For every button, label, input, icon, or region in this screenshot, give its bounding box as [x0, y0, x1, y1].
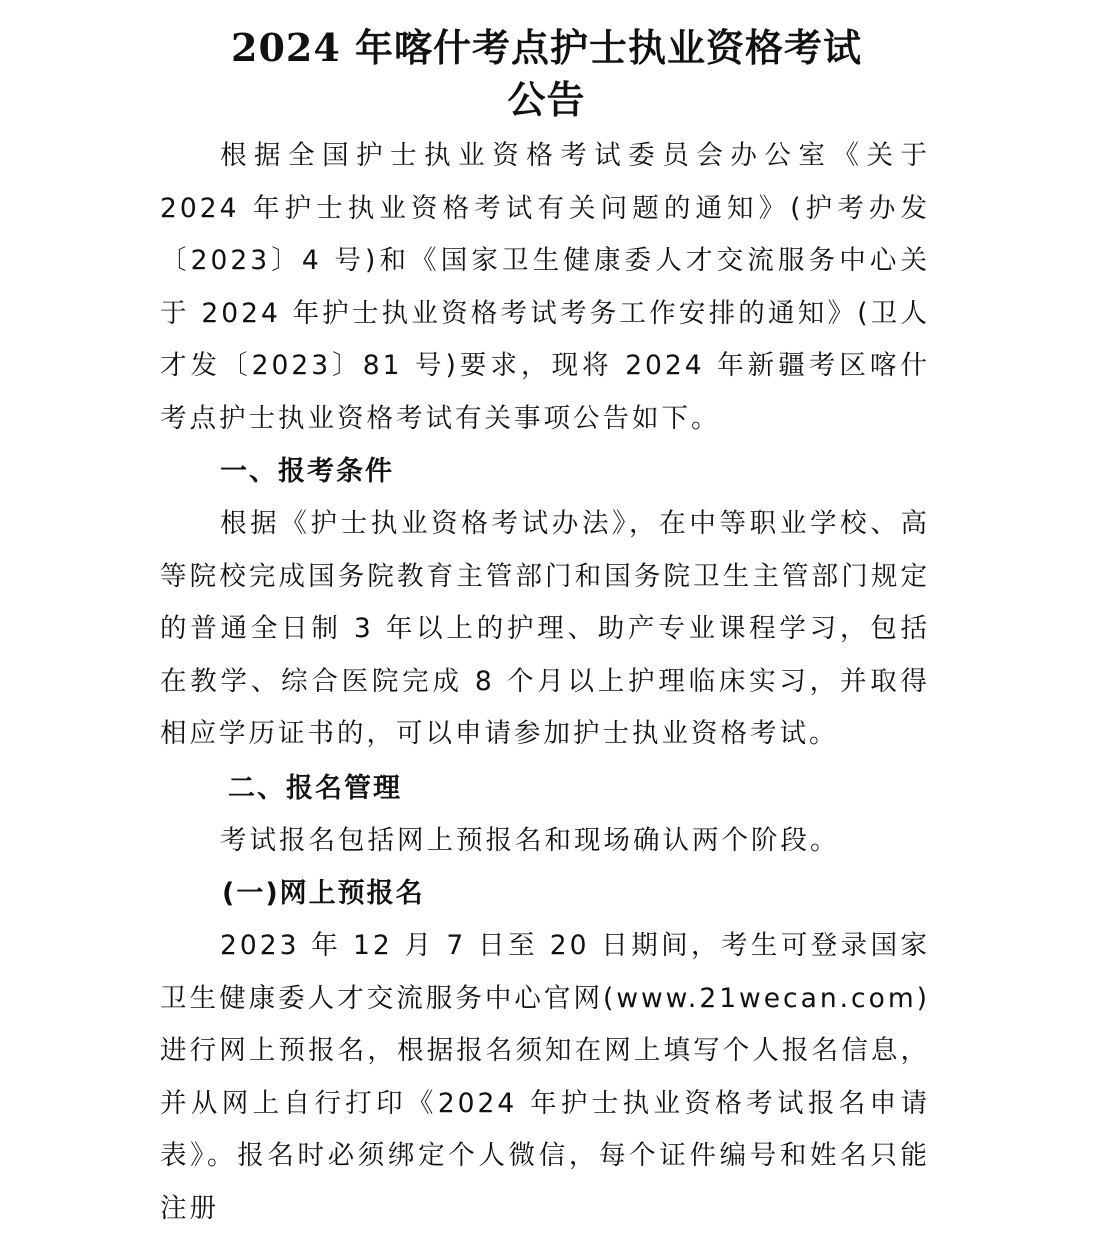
heading-section1: 一、报考条件	[220, 456, 394, 487]
paragraph-intro: 根据全国护士执业资格考试委员会办公室《关于 2024 年护士执业资格考试有关问题的通知》(护考办发〔2023〕4 号)和《国家卫生健康委人才交流服务中心关于 2024 年护士执业资格考试考务工作安排的通知》(卫人才发〔2023〕81 号)要求，现将 2024 年新疆考区喀什考点护士执业资格考试有关事项公告如下。	[160, 140, 930, 434]
paragraph-registration-intro: 考试报名包括网上预报名和现场确认两个阶段。	[220, 825, 840, 856]
document-title-line2: 公告	[507, 77, 586, 122]
heading-subsection1: (一)网上预报名	[222, 878, 425, 909]
paragraph-online-prereg: 2023 年 12 月 7 日至 20 日期间，考生可登录国家卫生健康委人才交流服务中心官网(www.21wecan.com)进行网上预报名，根据报名须知在网上填写个人报名信息，并从网上自行打印《2024 年护士执业资格考试报名申请表》。报名时必须绑定个人微信，每个证件编号和姓名只能注册	[160, 930, 930, 1224]
heading-section2: 二、报名管理	[228, 773, 402, 804]
document-title-line1: 2024 年喀什考点护士执业资格考试	[231, 25, 862, 70]
paragraph-conditions: 根据《护士执业资格考试办法》，在中等职业学校、高等院校完成国务院教育主管部门和国务院卫生主管部门规定的普通全日制 3 年以上的护理、助产专业课程学习，包括在教学、综合医院完成 8 个月以上护理临床实习，并取得相应学历证书的，可以申请参加护士执业资格考试。	[160, 508, 930, 749]
